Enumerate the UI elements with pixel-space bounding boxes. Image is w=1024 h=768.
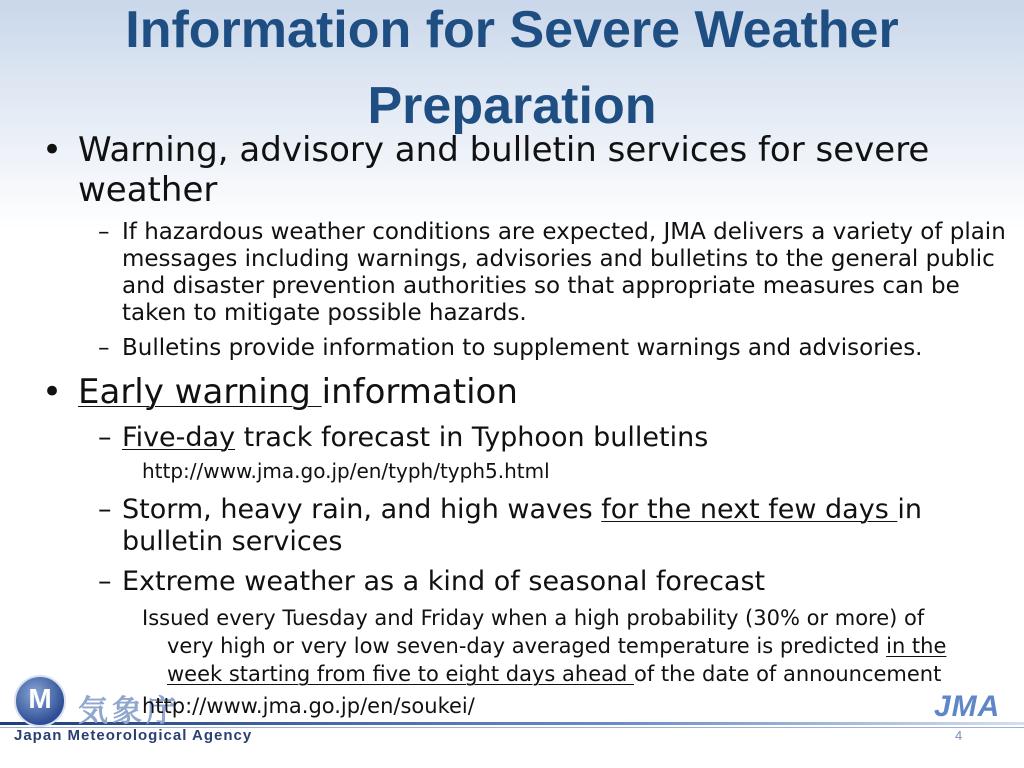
- in-the-underlined: in the: [886, 634, 947, 658]
- jma-emblem-icon: M: [14, 675, 66, 727]
- dash-3: –: [98, 422, 112, 453]
- bullet-1-line-2: weather: [78, 170, 218, 210]
- next-few-days-underlined: for the next few days: [601, 494, 898, 525]
- five-day-underlined: Five-day: [122, 422, 236, 453]
- typhoon-url[interactable]: http://www.jma.go.jp/en/typh/typh5.html: [142, 459, 550, 483]
- week-ahead-underlined: week starting from five to eight days ahead: [167, 662, 634, 686]
- sub-5-detail-line-3: [167, 661, 941, 688]
- title-line-2: Preparation: [367, 77, 657, 135]
- sub-4-post: in: [897, 494, 922, 525]
- bullet-dot-2: •: [42, 372, 63, 412]
- sub-5-detail-line-2: [167, 633, 946, 660]
- sub-5-detail-3-post: of the date of announcement: [633, 662, 942, 686]
- bullet-2-rest: information: [321, 372, 518, 412]
- sub-1-line-4: taken to mitigate possible hazards.: [122, 300, 527, 326]
- soukei-url[interactable]: http://www.jma.go.jp/en/soukei/: [142, 694, 475, 718]
- sub-1-line-2: messages including warnings, advisories and bulletins to the general public: [122, 246, 995, 272]
- sub-5: Extreme weather as a kind of seasonal forecast: [122, 566, 766, 597]
- jma-kanji-logo: 気象庁: [78, 694, 180, 729]
- sub-3-rest: track forecast in Typhoon bulletins: [235, 422, 709, 453]
- sub-5-detail-line-1: Issued every Tuesday and Friday when a high probability (30% or more) of: [142, 606, 925, 630]
- bullet-1-line-1: Warning, advisory and bulletin services for severe: [78, 130, 930, 170]
- early-warning-underlined: Early warning: [78, 372, 322, 412]
- sub-4-line-1: [122, 494, 922, 526]
- dash-4: –: [98, 494, 112, 525]
- sub-3: [122, 422, 708, 454]
- sub-5-detail-2-pre: very high or very low seven-day averaged temperature is predicted: [167, 634, 887, 658]
- title-line-1: Information for Severe Weather: [125, 1, 899, 59]
- dash-1: –: [98, 219, 110, 245]
- agency-name: Japan Meteorological Agency: [14, 727, 253, 744]
- jma-logo: JMA: [934, 690, 1001, 723]
- sub-2: Bulletins provide information to supplement warnings and advisories.: [122, 335, 923, 361]
- dash-2: –: [98, 335, 110, 361]
- dash-5: –: [98, 566, 112, 597]
- sub-4-pre: Storm, heavy rain, and high waves: [122, 494, 602, 525]
- sub-1-line-1: If hazardous weather conditions are expected, JMA delivers a variety of plain: [122, 219, 1006, 245]
- page-number: 4: [955, 728, 963, 743]
- sub-1-line-3: and disaster prevention authorities so that appropriate measures can be: [122, 273, 960, 299]
- sub-4-line-2: bulletin services: [122, 526, 343, 557]
- bullet-dot-1: •: [42, 130, 63, 170]
- bullet-2: [78, 372, 518, 412]
